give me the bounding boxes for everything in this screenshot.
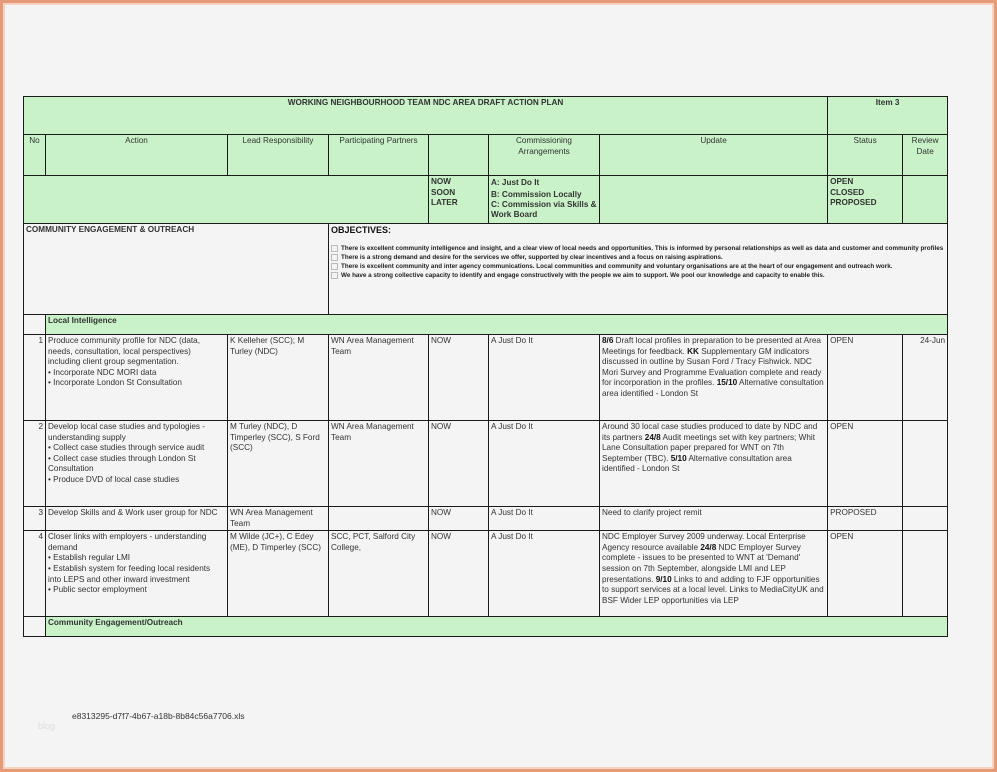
key-now: NOW bbox=[431, 177, 452, 186]
table-row bbox=[24, 531, 948, 617]
objectives-row bbox=[24, 224, 948, 315]
commissioning-cell: A Just Do It bbox=[489, 335, 600, 421]
action-cell bbox=[46, 507, 228, 531]
key-c: C: Commission via Skills & Work Board bbox=[491, 200, 597, 219]
status-cell: OPEN bbox=[828, 531, 903, 617]
update-text: 24/8 bbox=[700, 542, 717, 552]
action-line: Develop Skills and & Work user group for NDC bbox=[48, 508, 218, 517]
checkbox-icon bbox=[331, 263, 338, 270]
row-number: 1 bbox=[24, 335, 46, 421]
key-proposed: PROPOSED bbox=[830, 198, 877, 208]
action-line: • Public sector employment bbox=[48, 585, 147, 595]
timing-cell: NOW bbox=[429, 335, 489, 421]
update-text: NDC Employer Survey 2009 underway. Local Enterprise Agency resource available bbox=[602, 532, 806, 552]
commissioning-cell: A Just Do It bbox=[489, 507, 600, 531]
review-date-cell bbox=[903, 507, 948, 531]
checkbox-icon bbox=[331, 254, 338, 261]
row-number: 3 bbox=[24, 507, 46, 531]
objective-text: There is a strong demand and desire for the services we offer, supported by clear incentives and a focus on raising aspirations. bbox=[341, 254, 723, 261]
update-text: 24/8 bbox=[644, 432, 661, 442]
update-text: Audit meetings set with key partners; Whit Lane Consultation paper prepared for WNT on 7th September (TBC). bbox=[602, 432, 815, 463]
objective-text: We have a strong collective capacity to identify and engage constructively with the people we aim to support. We pool our knowledge and capacity to enable this. bbox=[341, 272, 825, 279]
header-partners: Participating Partners bbox=[329, 135, 429, 176]
action-line: • Incorporate London St Consultation bbox=[48, 378, 182, 388]
update-text: Alternative consultation area identified - London St bbox=[602, 453, 792, 474]
update-cell bbox=[600, 507, 828, 531]
status-key bbox=[828, 176, 903, 224]
update-cell bbox=[600, 335, 828, 421]
key-soon: SOON bbox=[431, 187, 456, 197]
update-text: Links to and adding to FJF opportunities to support services at a local level. Links to MediaCityUK and BSF Wider LEP opportunities via LEP bbox=[602, 574, 824, 605]
objective-line bbox=[331, 271, 945, 280]
action-line: • Collect case studies through service audit bbox=[48, 443, 205, 453]
row-number: 4 bbox=[24, 531, 46, 617]
status-cell: PROPOSED bbox=[828, 507, 903, 531]
key-open: OPEN bbox=[830, 177, 854, 186]
status-cell: OPEN bbox=[828, 335, 903, 421]
key-closed: CLOSED bbox=[830, 187, 865, 197]
lead-cell: M Turley (NDC), D Timperley (SCC), S Ford (SCC) bbox=[228, 421, 329, 507]
update-text: 8/6 bbox=[602, 336, 614, 345]
header-row bbox=[24, 135, 948, 176]
objectives-cell bbox=[329, 224, 948, 315]
item-label: Item 3 bbox=[828, 97, 948, 135]
header-no: No bbox=[24, 135, 46, 176]
update-text: KK bbox=[687, 346, 699, 356]
sheet-title: WORKING NEIGHBOURHOOD TEAM NDC AREA DRAFT ACTION PLAN bbox=[24, 97, 828, 135]
header-update: Update bbox=[600, 135, 828, 176]
table-row bbox=[24, 507, 948, 531]
action-line: • Collect case studies through London St Consultation bbox=[48, 453, 196, 474]
header-lead: Lead Responsibility bbox=[228, 135, 329, 176]
action-line: Develop local case studies and typologies - understanding supply bbox=[48, 422, 206, 442]
action-cell bbox=[46, 335, 228, 421]
key-later: LATER bbox=[431, 198, 458, 208]
action-line: • Incorporate NDC MORI data bbox=[48, 367, 157, 377]
lead-cell: M Wilde (JC+), C Edey (ME), D Timperley (SCC) bbox=[228, 531, 329, 617]
action-cell bbox=[46, 421, 228, 507]
review-date-cell bbox=[903, 421, 948, 507]
objectives-title: OBJECTIVES: bbox=[331, 225, 392, 235]
update-text: 5/10 bbox=[670, 453, 687, 463]
header-timing bbox=[429, 135, 489, 176]
file-name: e8313295-d7f7-4b67-a18b-8b84c56a7706.xls bbox=[72, 711, 245, 721]
action-line: • Produce DVD of local case studies bbox=[48, 474, 180, 484]
section-row bbox=[24, 315, 948, 335]
key-row bbox=[24, 176, 948, 224]
section-row bbox=[24, 617, 948, 637]
action-line: • Establish system for feeding local residents into LEPS and other inward investment bbox=[48, 563, 211, 584]
row-number: 2 bbox=[24, 421, 46, 507]
review-date-cell bbox=[903, 531, 948, 617]
lead-cell: K Kelleher (SCC); M Turley (NDC) bbox=[228, 335, 329, 421]
section-local-intelligence: Local Intelligence bbox=[46, 315, 948, 335]
header-commissioning: Commissioning Arrangements bbox=[489, 135, 600, 176]
checkbox-icon bbox=[331, 245, 338, 252]
header-action: Action bbox=[46, 135, 228, 176]
watermark: blog bbox=[38, 721, 56, 731]
update-text: Need to clarify project remit bbox=[602, 508, 702, 517]
action-line: Closer links with employers - understanding demand bbox=[48, 532, 207, 552]
key-a: A: Just Do It bbox=[491, 178, 540, 187]
update-text: NDC Employer Survey complete - issues to be presented to WNT at 'Demand' session on 7th September, alongside LMI and LEP presentations. bbox=[602, 542, 801, 584]
timing-key bbox=[429, 176, 489, 224]
partners-cell: SCC, PCT, Salford City College, bbox=[329, 531, 429, 617]
commissioning-key bbox=[489, 176, 600, 224]
action-line: • Establish regular LMI bbox=[48, 553, 131, 563]
table-row bbox=[24, 335, 948, 421]
action-plan-table bbox=[23, 96, 948, 637]
checkbox-icon bbox=[331, 272, 338, 279]
objective-text: There is excellent community intelligence and insight, and a clear view of local needs and opportunities. This is informed by personal relationships as well as data and customer and community profiles bbox=[341, 245, 944, 252]
action-line: Produce community profile for NDC (data, needs, consultation, local perspectives) including client group segmentation. bbox=[48, 336, 200, 367]
header-review: Review Date bbox=[903, 135, 948, 176]
timing-cell: NOW bbox=[429, 421, 489, 507]
update-cell bbox=[600, 421, 828, 507]
commissioning-cell: A Just Do It bbox=[489, 531, 600, 617]
key-b: B: Commission Locally bbox=[491, 189, 582, 199]
partners-cell: WN Area Management Team bbox=[329, 335, 429, 421]
partners-cell bbox=[329, 507, 429, 531]
update-cell bbox=[600, 531, 828, 617]
update-text: 15/10 bbox=[716, 378, 738, 388]
objective-text: There is excellent community and inter agency communications. Local communities and community and voluntary organisations are at the heart of our engagement and outreach work. bbox=[341, 263, 893, 270]
partners-cell: WN Area Management Team bbox=[329, 421, 429, 507]
section-community-engagement: Community Engagement/Outreach bbox=[46, 617, 948, 637]
objective-line bbox=[331, 262, 945, 271]
update-text: Alternative consultation area identified - London St bbox=[602, 378, 824, 398]
update-text: Around 30 local case studies produced to date by NDC and its partners bbox=[602, 422, 818, 442]
timing-cell: NOW bbox=[429, 531, 489, 617]
objectives-list bbox=[331, 244, 945, 280]
update-text: Supplementary GM indicators discussed in outline by Susan Ford / Tracy Fishwick. NDC Mori Survey and Programme Evaluation complete and ready for incorporation in the profiles. bbox=[602, 346, 822, 388]
timing-cell: NOW bbox=[429, 507, 489, 531]
commissioning-cell: A Just Do It bbox=[489, 421, 600, 507]
objective-line bbox=[331, 253, 945, 262]
update-text: 9/10 bbox=[655, 574, 672, 584]
review-date-cell: 24-Jun bbox=[903, 335, 948, 421]
header-status: Status bbox=[828, 135, 903, 176]
status-cell: OPEN bbox=[828, 421, 903, 507]
title-row bbox=[24, 97, 948, 135]
table-row bbox=[24, 421, 948, 507]
lead-cell: WN Area Management Team bbox=[228, 507, 329, 531]
action-cell bbox=[46, 531, 228, 617]
objective-line bbox=[331, 244, 945, 253]
theme-label: COMMUNITY ENGAGEMENT & OUTREACH bbox=[24, 224, 329, 315]
update-text: Draft local profiles in preparation to be presented at Area Meetings for feedback. bbox=[602, 336, 821, 356]
